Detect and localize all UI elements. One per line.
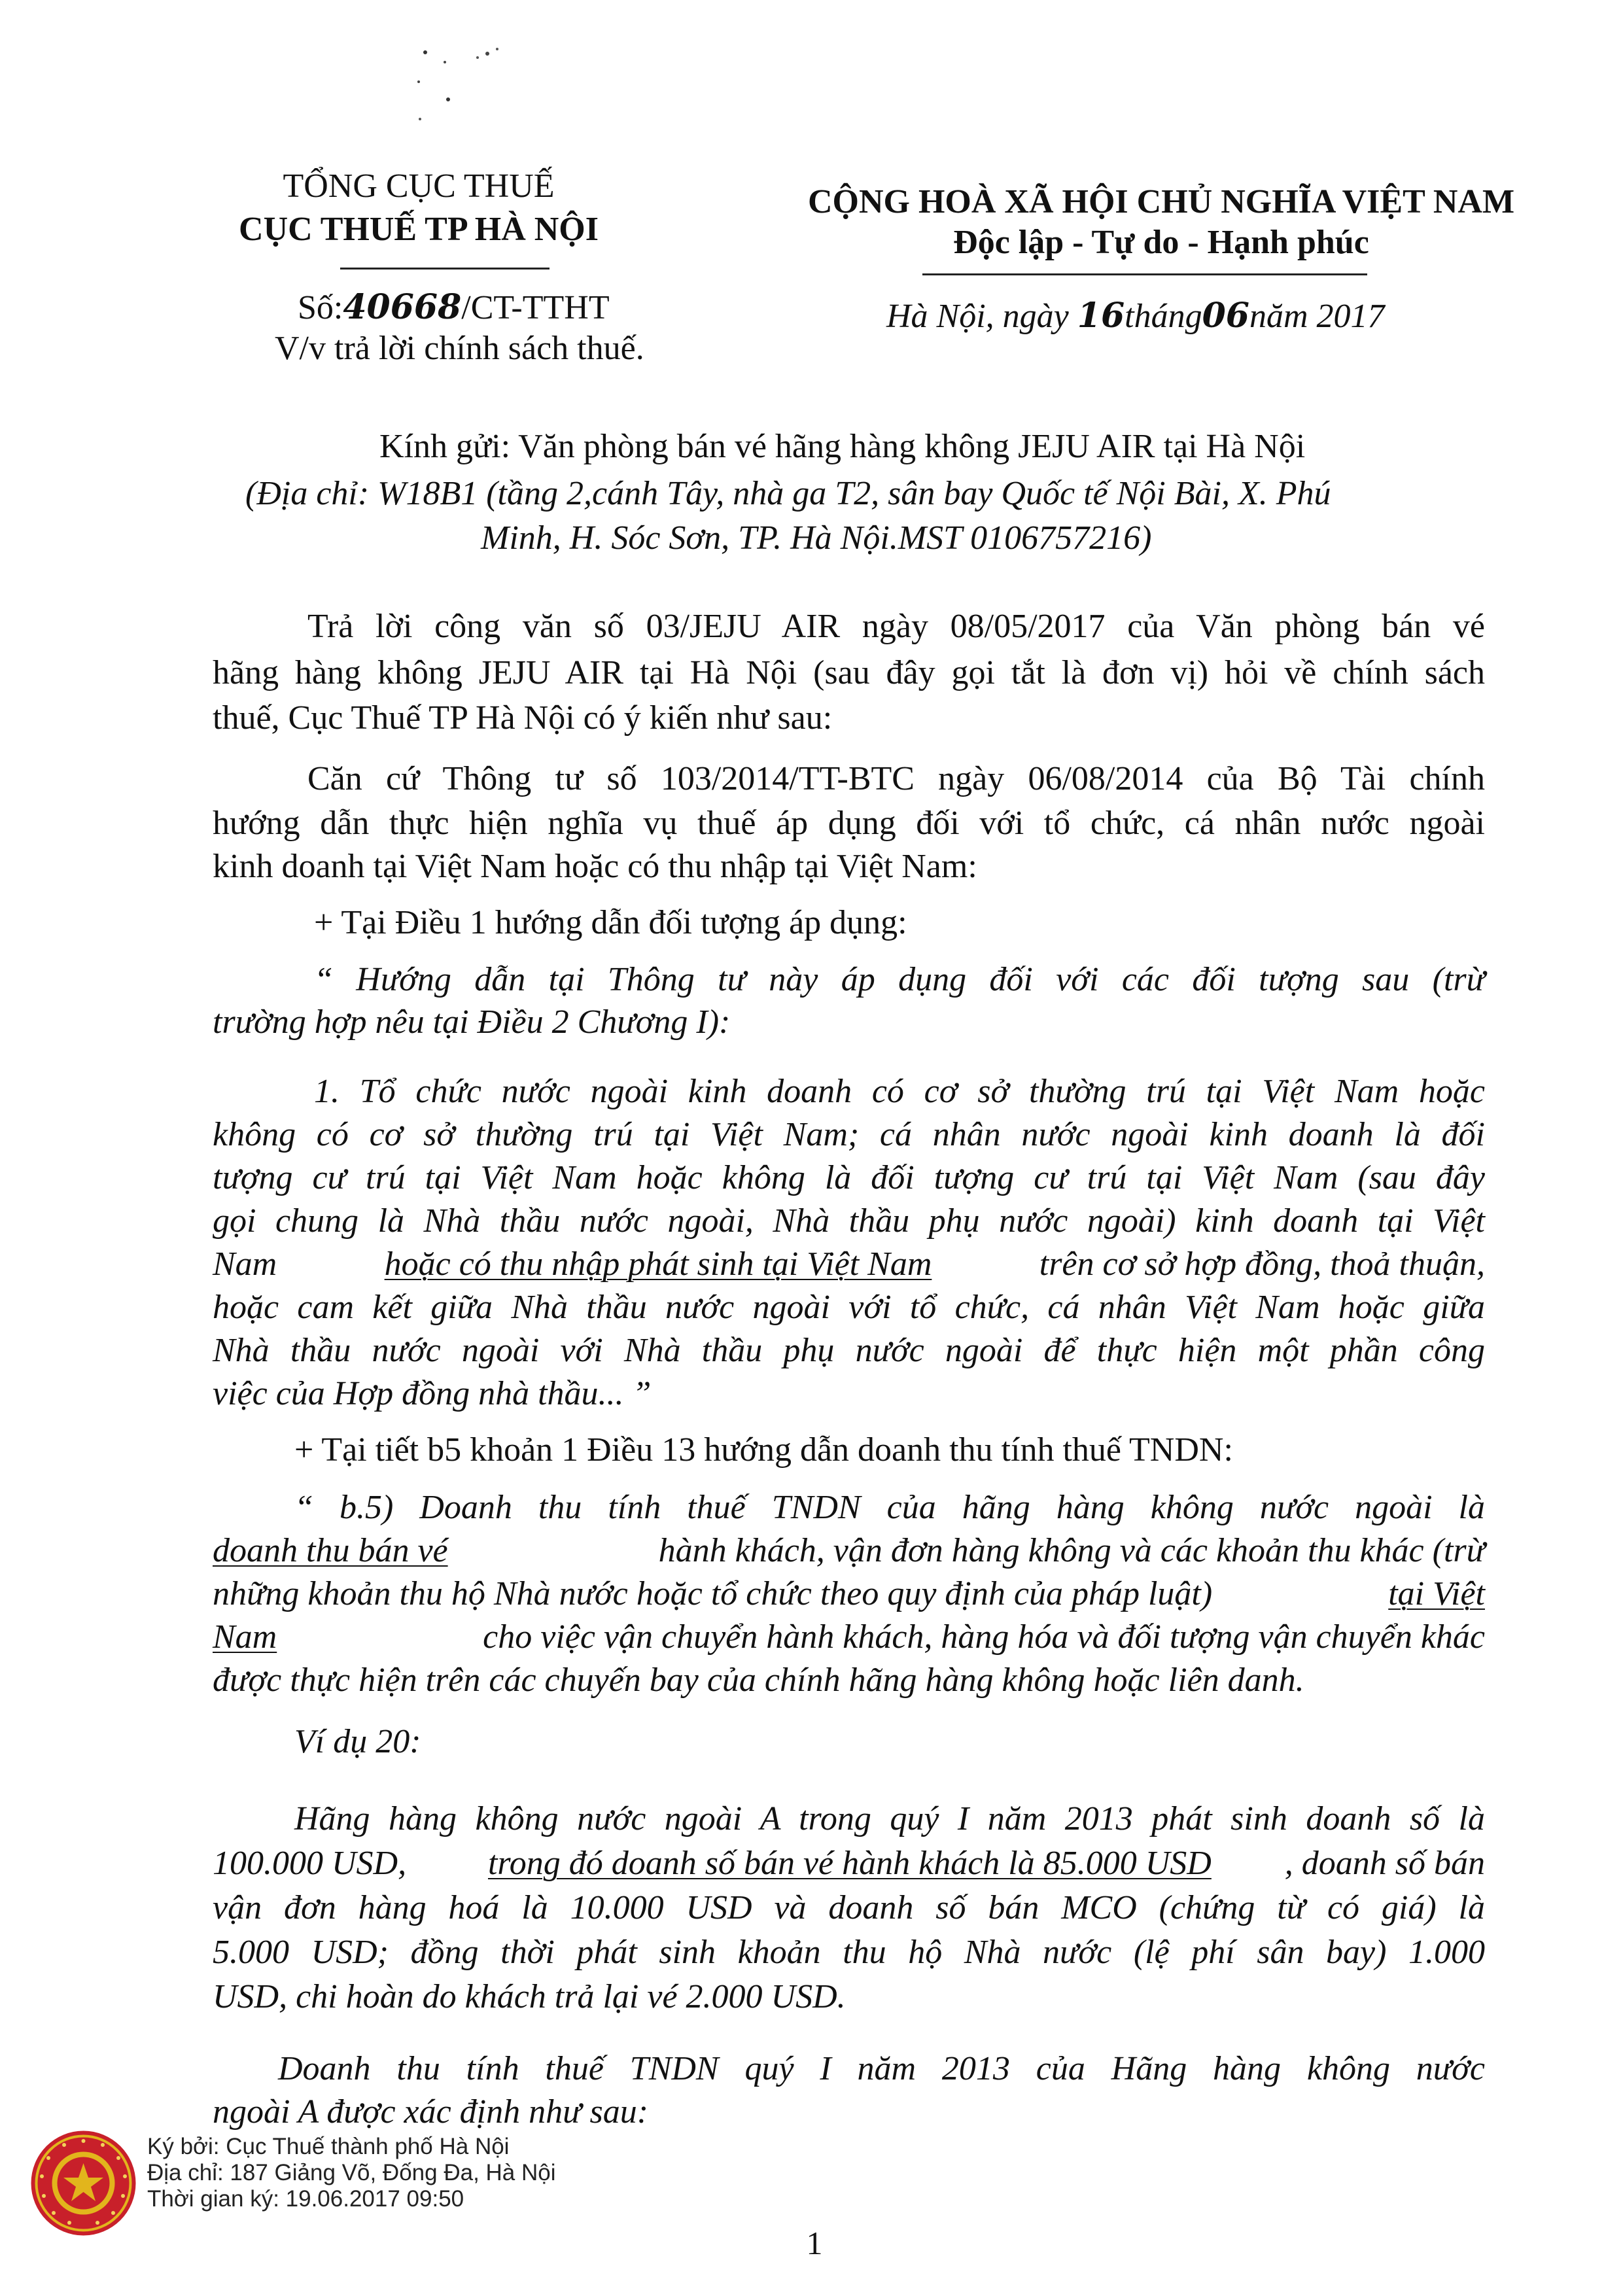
quote-fragment: trên cơ sở hợp đồng, thoả thuận,	[1030, 1245, 1485, 1283]
quote-line: hoặc cam kết giữa Nhà thầu nước ngoài với tổ chức, cá nhân Việt Nam hoặc giữa	[213, 1289, 1485, 1326]
example-line: 5.000 USD; đồng thời phát sinh khoản thu hộ Nhà nước (lệ phí sân bay) 1.000	[213, 1934, 1485, 1971]
body-line: Căn cứ Thông tư số 103/2014/TT-BTC ngày 06/08/2014 của Bộ Tài chính	[307, 760, 1485, 797]
country-name: CỘNG HOÀ XÃ HỘI CHỦ NGHĨA VIỆT NAM	[807, 183, 1515, 220]
agency-parent: TỔNG CỤC THUẾ	[283, 167, 555, 205]
document-number	[298, 286, 610, 330]
agency-underline	[340, 268, 550, 270]
motto-underline	[922, 273, 1367, 275]
example-title: Ví dụ 20:	[294, 1723, 421, 1760]
date-mid: tháng	[1125, 298, 1202, 335]
example-line: ngoài A được xác định như sau:	[213, 2093, 649, 2131]
quote-line: 1. Tổ chức nước ngoài kinh doanh có cơ sở thường trú tại Việt Nam hoặc	[314, 1073, 1485, 1110]
scan-specks	[406, 39, 523, 137]
quote-line	[213, 1616, 1485, 1659]
issue-date	[886, 294, 1385, 338]
body-line: + Tại Điều 1 hướng dẫn đối tượng áp dụng:	[314, 904, 907, 941]
quote-fragment: những khoản thu hộ Nhà nước hoặc tổ chức theo quy định của pháp luật)	[213, 1575, 1221, 1612]
quote-line: việc của Hợp đồng nhà thầu... ”	[213, 1375, 652, 1412]
example-fragment: 100.000 USD,	[213, 1845, 415, 1882]
example-line: Hãng hàng không nước ngoài A trong quý I năm 2013 phát sinh doanh số là	[294, 1800, 1485, 1837]
recipient-line: Kính gửi: Văn phòng bán vé hãng hàng không JEJU AIR tại Hà Nội	[379, 428, 1306, 465]
date-suffix: năm 2017	[1249, 298, 1385, 335]
quote-line	[213, 1529, 1485, 1573]
doc-number-suffix: /CT-TTHT	[461, 289, 610, 326]
body-line: hãng hàng không JEJU AIR tại Hà Nội (sau đây gọi tắt là đơn vị) hỏi về chính sách	[213, 654, 1485, 691]
underlined-phrase: doanh thu bán vé	[213, 1532, 448, 1569]
example-line: vận đơn hàng hoá là 10.000 USD và doanh số bán MCO (chứng từ có giá) là	[213, 1889, 1485, 1926]
doc-number-prefix: Số:	[298, 289, 343, 326]
quote-line: “ b.5) Doanh thu tính thuế TNDN của hãng hàng không nước ngoài là	[294, 1489, 1485, 1526]
date-month-handwritten: 06	[1202, 296, 1249, 336]
document-subject: V/v trả lời chính sách thuế.	[275, 330, 644, 367]
example-fragment: , doanh số bán	[1284, 1845, 1485, 1882]
doc-number-handwritten: 40668	[343, 287, 462, 327]
body-line: thuế, Cục Thuế TP Hà Nội có ý kiến như sau:	[213, 699, 833, 737]
example-line: Doanh thu tính thuế TNDN quý I năm 2013 của Hãng hàng không nước	[278, 2050, 1485, 2087]
quote-line: trường hợp nêu tại Điều 2 Chương I):	[213, 1003, 731, 1041]
underlined-phrase: Nam	[213, 1618, 277, 1656]
national-motto: Độc lập - Tự do - Hạnh phúc	[953, 224, 1369, 261]
body-line: Trả lời công văn số 03/JEJU AIR ngày 08/05/2017 của Văn phòng bán vé	[307, 608, 1485, 645]
body-line: + Tại tiết b5 khoản 1 Điều 13 hướng dẫn doanh thu tính thuế TNDN:	[294, 1431, 1233, 1469]
underlined-phrase: hoặc có thu nhập phát sinh tại Việt Nam	[384, 1245, 932, 1283]
quote-fragment: cho việc vận chuyển hành khách, hàng hóa và đối tượng vận chuyển khác	[474, 1618, 1485, 1656]
underlined-phrase: trong đó doanh số bán vé hành khách là 85.000 USD	[487, 1845, 1212, 1882]
body-line: hướng dẫn thực hiện nghĩa vụ thuế áp dụng đối với tổ chức, cá nhân nước ngoài	[213, 805, 1485, 842]
body-line: kinh doanh tại Việt Nam hoặc có thu nhập tại Việt Nam:	[213, 848, 977, 885]
quote-line: tượng cư trú tại Việt Nam hoặc không là đối tượng cư trú tại Việt Nam (sau đây	[213, 1159, 1485, 1196]
date-day-handwritten: 16	[1077, 296, 1125, 336]
quote-line: Nhà thầu nước ngoài với Nhà thầu phụ nước ngoài để thực hiện một phần công	[213, 1332, 1485, 1369]
page-number: 1	[806, 2225, 823, 2261]
quote-fragment: Nam	[213, 1245, 286, 1283]
recipient-address-line: Minh, H. Sóc Sơn, TP. Hà Nội.MST 0106757216)	[481, 519, 1152, 557]
signed-by: Ký bởi: Cục Thuế thành phố Hà Nội	[147, 2134, 510, 2159]
quote-line: được thực hiện trên các chuyến bay của chính hãng hàng không hoặc liên danh.	[213, 1661, 1304, 1699]
quote-line	[213, 1573, 1485, 1616]
quote-fragment: hành khách, vận đơn hàng không và các khoản thu khác (trừ	[650, 1532, 1485, 1569]
signing-time: Thời gian ký: 19.06.2017 09:50	[147, 2186, 464, 2212]
tax-department-seal	[29, 2129, 137, 2237]
example-line	[213, 1842, 1485, 1885]
agency-name: CỤC THUẾ TP HÀ NỘI	[239, 211, 599, 248]
example-line: USD, chi hoàn do khách trả lại vé 2.000 USD.	[213, 1978, 846, 2015]
underlined-phrase: tại Việt	[1388, 1575, 1485, 1612]
date-prefix: Hà Nội, ngày	[886, 298, 1077, 335]
recipient-address-line: (Địa chỉ: W18B1 (tầng 2,cánh Tây, nhà ga T2, sân bay Quốc tế Nội Bài, X. Phú	[245, 475, 1331, 512]
quote-line: “ Hướng dẫn tại Thông tư này áp dụng đối với các đối tượng sau (trừ	[314, 961, 1485, 998]
quote-line: gọi chung là Nhà thầu nước ngoài, Nhà thầu phụ nước ngoài) kinh doanh tại Việt	[213, 1202, 1485, 1240]
quote-line	[213, 1243, 1485, 1286]
signer-address: Địa chỉ: 187 Giảng Võ, Đống Đa, Hà Nội	[147, 2160, 556, 2185]
quote-line: không có cơ sở thường trú tại Việt Nam; cá nhân nước ngoài kinh doanh là đối	[213, 1116, 1485, 1153]
